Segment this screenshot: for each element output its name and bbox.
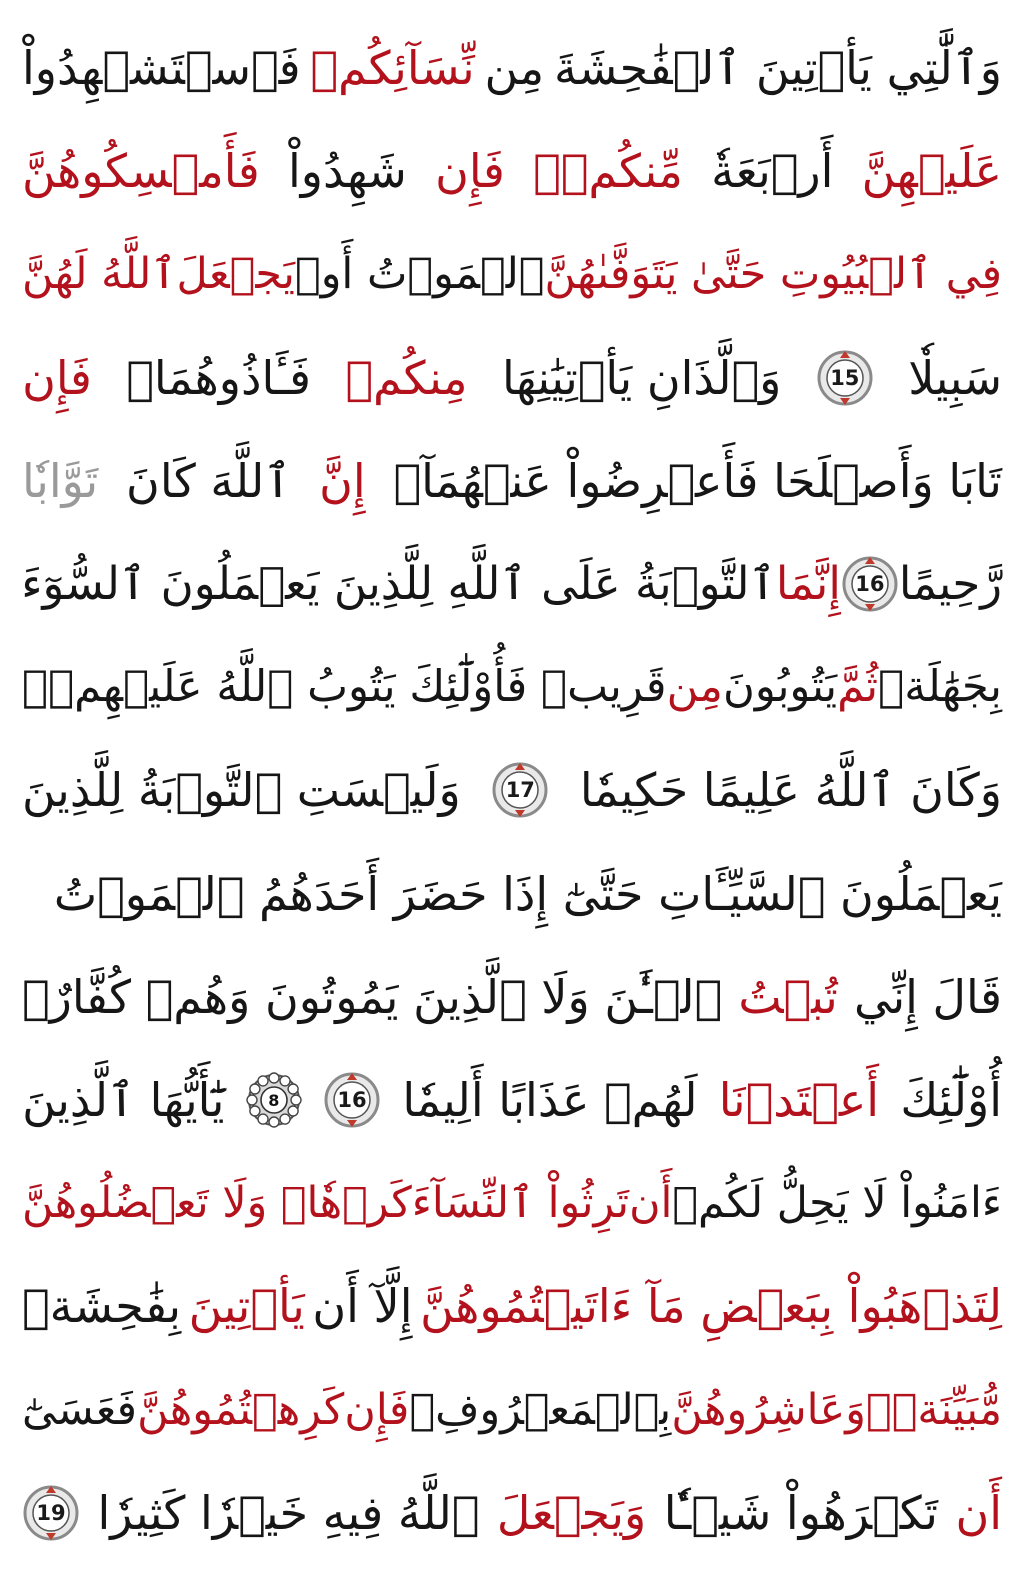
text-line [22, 1153, 1002, 1253]
verse-text: ٱلۡـَٰٔنَ وَلَا ٱلَّذِينَ يَمُوتُونَ وَهُمۡ كُفَّارٌۚ [22, 969, 723, 1024]
verse-text: أَن [955, 1485, 1002, 1540]
verse-text: أَعۡتَدۡنَا [718, 1073, 880, 1127]
verse-text: إِنَّ [319, 453, 366, 508]
verse-text: شَهِدُواْ [287, 144, 407, 199]
verse-text: رَّحِيمًا [898, 557, 1002, 610]
text-line [22, 947, 1002, 1047]
text-line [22, 121, 1002, 221]
verse-text: وَٱلَّذَانِ يَأۡتِيَٰنِهَا [501, 350, 782, 405]
quran-page [22, 18, 1002, 1566]
text-line [22, 1360, 1002, 1460]
ayah-number-marker [323, 1071, 381, 1129]
verse-text: مِّنكُمۡۖ [533, 144, 683, 199]
verse-text: فِي ٱلۡبُيُوتِ حَتَّىٰ يَتَوَفَّىٰهُنَّ [544, 249, 1002, 300]
verse-text: بِٱلۡمَعۡرُوفِۚ [409, 1384, 672, 1435]
ayah-number: 16 [855, 572, 885, 596]
verse-text: فَإِن [435, 144, 505, 199]
verse-text: ٱللَّهُ فِيهِ خَيۡرٗا كَثِيرٗا [97, 1485, 480, 1540]
verse-text: قَرِيبٖ فَأُوْلَٰٓئِكَ يَتُوبُ ٱللَّهُ عَلَيۡهِمۡۗ [22, 662, 667, 713]
verse-text: إِلَّآ أَن [312, 1279, 413, 1334]
verse-text: وَيَجۡعَلَ [496, 1485, 647, 1540]
hizb-number: 8 [268, 1090, 280, 1110]
ayah-number: 16 [337, 1088, 367, 1112]
verse-text: مِن [484, 41, 545, 95]
verse-text: يَتُوبُونَ [723, 662, 838, 713]
verse-text: فَعَسَىٰٓ [22, 1384, 137, 1435]
text-line [22, 328, 1002, 428]
verse-text: وَعَاشِرُوهُنَّ [671, 1384, 866, 1435]
verse-text: لِتَذۡهَبُواْ بِبَعۡضِ مَآ ءَاتَيۡتُمُوهُنَّ [420, 1279, 1002, 1334]
verse-text: فَإِن [344, 1384, 410, 1435]
verse-text: إِنَّمَا [775, 557, 841, 610]
verse-text: أَرۡبَعَةٗ [711, 144, 834, 199]
verse-text: مِنكُمۡ [345, 350, 468, 405]
verse-text: سَبِيلٗا [908, 350, 1002, 405]
verse-text: تَكۡرَهُواْ شَيۡـٔٗا [663, 1485, 938, 1540]
verse-text: تَوَّابٗا [22, 453, 99, 508]
verse-text: يَجۡعَلَ [176, 249, 295, 300]
text-line [22, 740, 1002, 840]
text-line [22, 431, 1002, 531]
verse-text: وَكَانَ ٱللَّهُ عَلِيمًا حَكِيمٗا [579, 763, 1002, 818]
verse-text: نِّسَآئِكُمۡ [310, 41, 475, 95]
verse-text: بِجَهَٰلَةٖ [878, 662, 1002, 713]
verse-text: وَلَيۡسَتِ ٱلتَّوۡبَةُ لِلَّذِينَ [22, 763, 461, 818]
verse-text: فَإِن [22, 350, 92, 405]
verse-text: تُبۡتُ [738, 969, 838, 1024]
ayah-number-marker [841, 555, 899, 613]
verse-text: ءَامَنُواْ لَا يَحِلُّ لَكُمۡ [672, 1178, 1002, 1229]
verse-text: فَٱسۡتَشۡهِدُواْ [22, 41, 301, 95]
text-line [22, 844, 1002, 944]
hizb-marker-icon [246, 1072, 302, 1128]
verse-text: تَرِثُواْ ٱلنِّسَآءَ [411, 1178, 630, 1229]
verse-text: مُّبَيِّنَةٖۚ [866, 1384, 1002, 1435]
ayah-number-marker [491, 761, 549, 819]
ayah-number-marker [22, 1484, 80, 1542]
verse-text: كَرۡهٗاۖ وَلَا تَعۡضُلُوهُنَّ [22, 1178, 412, 1229]
verse-text: ٱلتَّوۡبَةُ عَلَى ٱللَّهِ لِلَّذِينَ يَعۡمَلُونَ ٱلسُّوٓءَ [21, 557, 776, 610]
verse-text: ٱلۡمَوۡتُ أَوۡ [295, 249, 545, 300]
verse-text: مِن [666, 662, 723, 713]
verse-text: كَرِهۡتُمُوهُنَّ [137, 1384, 345, 1435]
verse-text: وَٱلَّٰتِي يَأۡتِينَ ٱلۡفَٰحِشَةَ [553, 41, 1002, 95]
verse-text: قَالَ إِنِّي [854, 969, 1002, 1024]
verse-text: فَأَمۡسِكُوهُنَّ [22, 144, 260, 199]
text-line [22, 1256, 1002, 1356]
verse-text: ٱللَّهُ لَهُنَّ [22, 249, 177, 300]
verse-text: أُوْلَٰٓئِكَ [900, 1073, 1002, 1127]
verse-text: يَأۡتِينَ [188, 1279, 305, 1334]
verse-text: ثُمَّ [837, 662, 879, 713]
verse-text: يَعۡمَلُونَ ٱلسَّيِّـَٔاتِ حَتَّىٰٓ إِذَا حَضَرَ أَحَدَهُمُ ٱلۡمَوۡتُ [53, 866, 1002, 921]
ayah-number: 15 [830, 365, 860, 390]
verse-text: ٱللَّهَ كَانَ [126, 453, 292, 508]
ayah-number: 19 [36, 1500, 66, 1525]
verse-text: يَٰٓأَيُّهَا ٱلَّذِينَ [22, 1073, 225, 1127]
verse-text: فَـَٔاذُوهُمَاۖ [126, 350, 311, 405]
ayah-number-marker [816, 349, 874, 407]
text-line [22, 637, 1002, 737]
verse-text: تَابَا وَأَصۡلَحَا فَأَعۡرِضُواْ عَنۡهُمَآۗ [393, 453, 1002, 508]
verse-text: لَهُمۡ عَذَابًا أَلِيمٗا [402, 1073, 698, 1127]
ayah-number: 17 [505, 778, 535, 803]
text-line [22, 534, 1002, 634]
verse-text: أَن [629, 1178, 673, 1229]
text-line [22, 1463, 1002, 1563]
verse-text: بِفَٰحِشَةٖ [22, 1279, 182, 1334]
text-line [22, 1050, 1002, 1150]
text-line [22, 224, 1002, 324]
verse-text: عَلَيۡهِنَّ [861, 144, 1002, 199]
text-line [22, 18, 1002, 118]
